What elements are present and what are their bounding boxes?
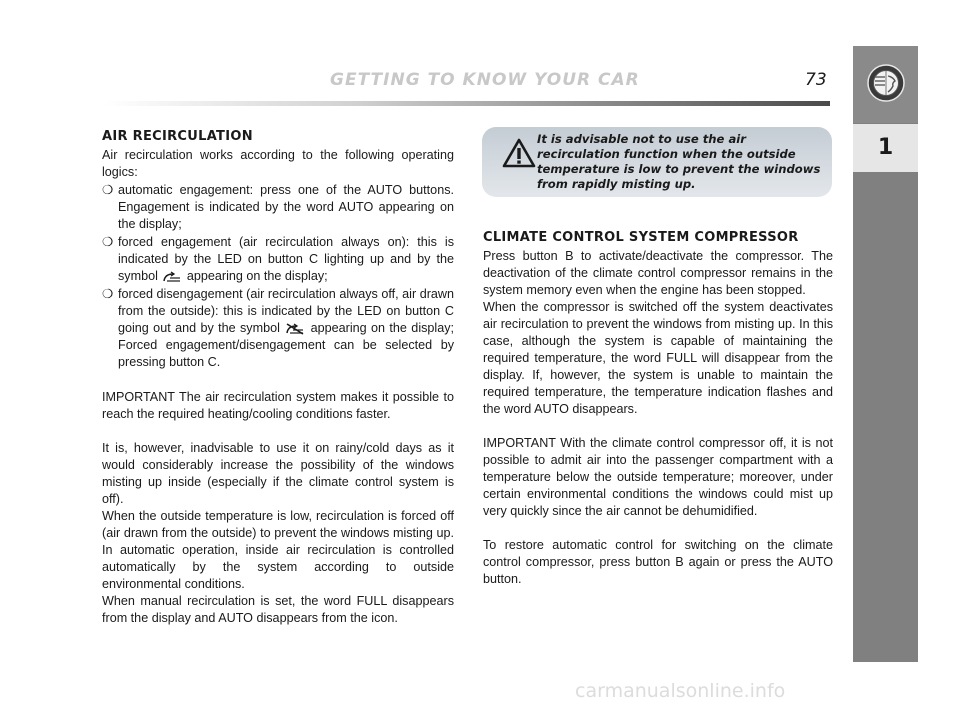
important-note: IMPORTANT The air recirculation system makes it possible to reach the required heating/cooling conditions faster. <box>102 390 454 421</box>
header-rule <box>105 101 830 106</box>
right-column <box>483 229 833 588</box>
paragraph: When the outside temperature is low, recirculation is forced off (air drawn from the outside) to prevent the windows misting up. In automatic operation, inside air recirculation is controlled automatically by the system according to outside environmental conditions. <box>102 509 454 591</box>
warning-box <box>482 127 832 197</box>
list-item: ❍ forced engagement (air recirculation always on): this is indicated by the LED on button C lighting up and by the symbol appearing on the display; <box>102 235 454 283</box>
paragraph: Press button B to activate/deactivate the compressor. The deactivation of the climate control compressor remains in the system memory even when the engine has been stopped. <box>483 249 833 297</box>
alfa-romeo-logo-icon <box>867 64 905 102</box>
intro-text: Air recirculation works according to the following operating logics: <box>102 148 454 179</box>
section-heading-compressor: CLIMATE CONTROL SYSTEM COMPRESSOR <box>483 230 799 245</box>
bullet-circle-icon: ❍ <box>102 235 114 249</box>
list-item: ❍ forced disengagement (air recirculation always off, air drawn from the outside): this is indicated by the LED on button C going out and by the symbol appearing on the display; Forced engagement/disengagement can be selected by pressing button C. <box>102 287 455 369</box>
chapter-number: 1 <box>853 124 918 172</box>
bullet-circle-icon: ❍ <box>102 287 114 301</box>
watermark: carmanualsonline.info <box>575 680 786 702</box>
important-note: IMPORTANT With the climate control compressor off, it is not possible to admit air into the passenger compartment with a temperature below the outside temperature; moreover, under certain environmental conditions the windows could mist up very quickly since the air cannot be dehumidified. <box>483 436 833 518</box>
left-column <box>102 128 454 627</box>
paragraph: To restore automatic control for switching on the climate control compressor, press button B again or press the AUTO button. <box>483 538 833 586</box>
paragraph: When the compressor is switched off the system deactivates air recirculation to prevent the windows from misting up. In this case, although the system is capable of maintaining the required temperature, the word FULL will disappear from the display. If, however, the system is unable to maintain the required temperature, the temperature indication flashes and the word AUTO disappears. <box>483 300 833 416</box>
warning-triangle-icon <box>502 137 536 169</box>
paragraph: It is, however, inadvisable to use it on rainy/cold days as it would considerably increase the possibility of the windows misting up inside (especially if the climate control system is off). <box>102 441 454 506</box>
recirculation-on-icon <box>161 271 183 283</box>
page-number: 73 <box>805 70 827 90</box>
page-header-title: GETTING TO KNOW YOUR CAR <box>330 70 640 90</box>
list-item: ❍ automatic engagement: press one of the AUTO buttons. Engagement is indicated by the word AUTO appearing on the display; <box>102 183 454 231</box>
section-heading-air-recirculation: AIR RECIRCULATION <box>102 129 253 144</box>
paragraph: When manual recirculation is set, the word FULL disappears from the display and AUTO disappears from the icon. <box>102 594 454 625</box>
bullet-circle-icon: ❍ <box>102 183 114 197</box>
warning-text: It is advisable not to use the air recirculation function when the outside temperature is low to prevent the windows from rapidly misting up. <box>537 132 821 191</box>
recirculation-off-icon <box>284 323 306 335</box>
logic-list <box>102 182 454 371</box>
